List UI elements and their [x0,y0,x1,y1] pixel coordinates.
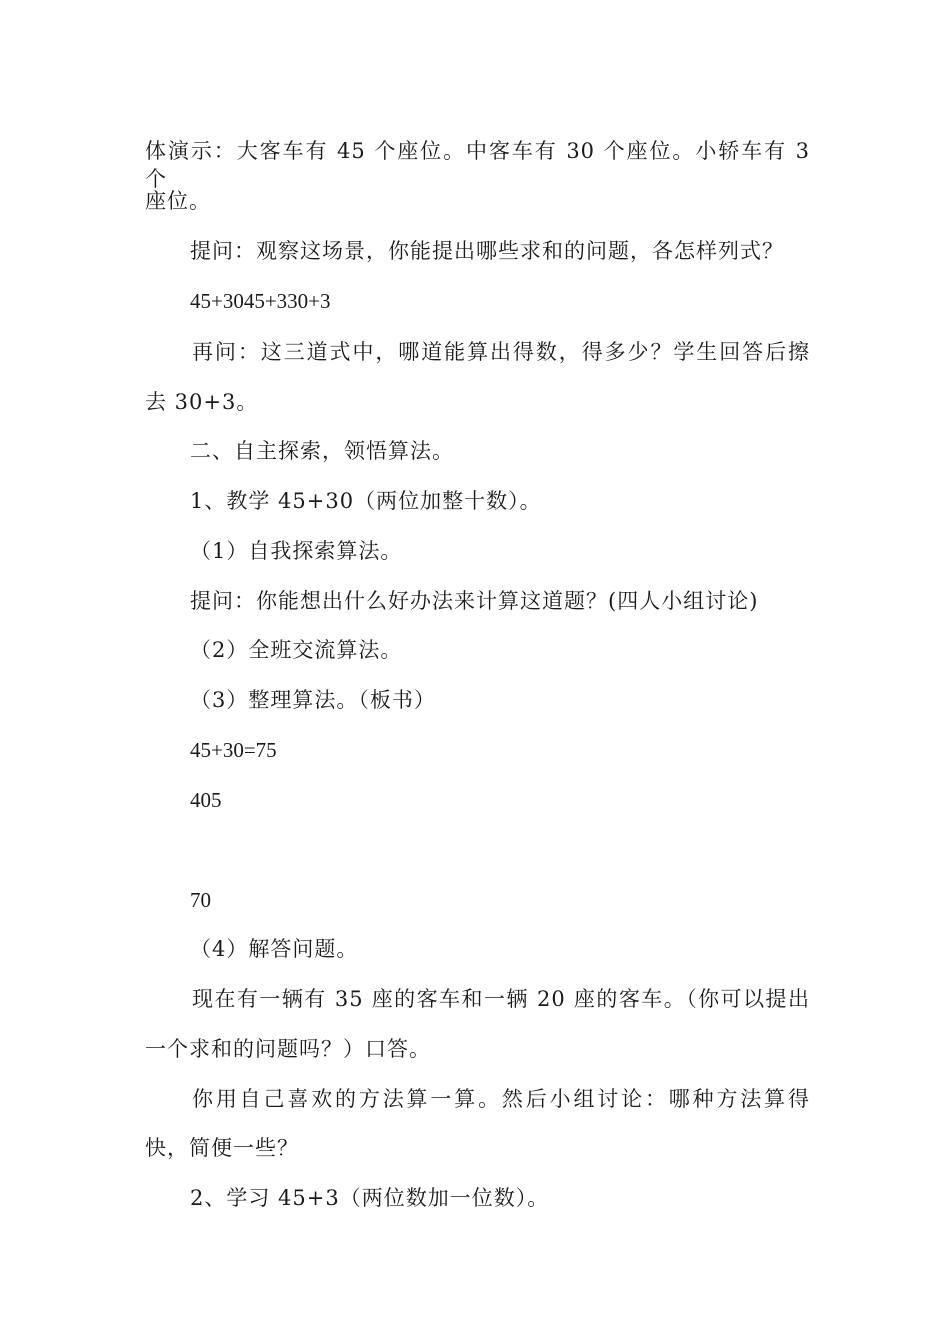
paragraph-line: 座位。 [145,189,211,213]
paragraph-line: 你用自己喜欢的方法算一算。然后小组讨论：哪种方法算得 [192,1087,810,1111]
section-heading: 二、自主探索，领悟算法。 [190,439,454,463]
paragraph-line: 提问：观察这场景，你能提出哪些求和的问题，各怎样列式？ [190,239,784,263]
paragraph-line: 提问：你能想出什么好办法来计算这道题？(四人小组讨论) [190,589,759,613]
paragraph-line: 现在有一辆有 35 座的客车和一辆 20 座的客车。（你可以提出 [192,987,810,1011]
subsection-heading: 2、学习 45+3（两位数加一位数）。 [190,1186,550,1210]
subsection-heading: 1、教学 45+30（两位加整十数）。 [190,489,542,513]
paragraph-line: 再问：这三道式中，哪道能算出得数，得多少？学生回答后擦 [192,340,810,364]
step-heading: （4）解答问题。 [190,937,359,961]
paragraph-line: 体演示：大客车有 45 个座位。中客车有 30 个座位。小轿车有 3 个 [145,139,810,191]
formula-line: 70 [190,888,211,912]
paragraph-line: 快，简便一些？ [145,1136,299,1160]
step-heading: （3）整理算法。（板书） [190,688,436,712]
step-heading: （2）全班交流算法。 [190,638,403,662]
paragraph-line: 一个求和的问题吗？）口答。 [145,1037,431,1061]
formula-line: 45+3045+330+3 [190,289,331,313]
formula-line: 405 [190,788,222,812]
paragraph-line: 去 30+3。 [145,390,259,414]
formula-line: 45+30=75 [190,738,277,762]
step-heading: （1）自我探索算法。 [190,539,403,563]
